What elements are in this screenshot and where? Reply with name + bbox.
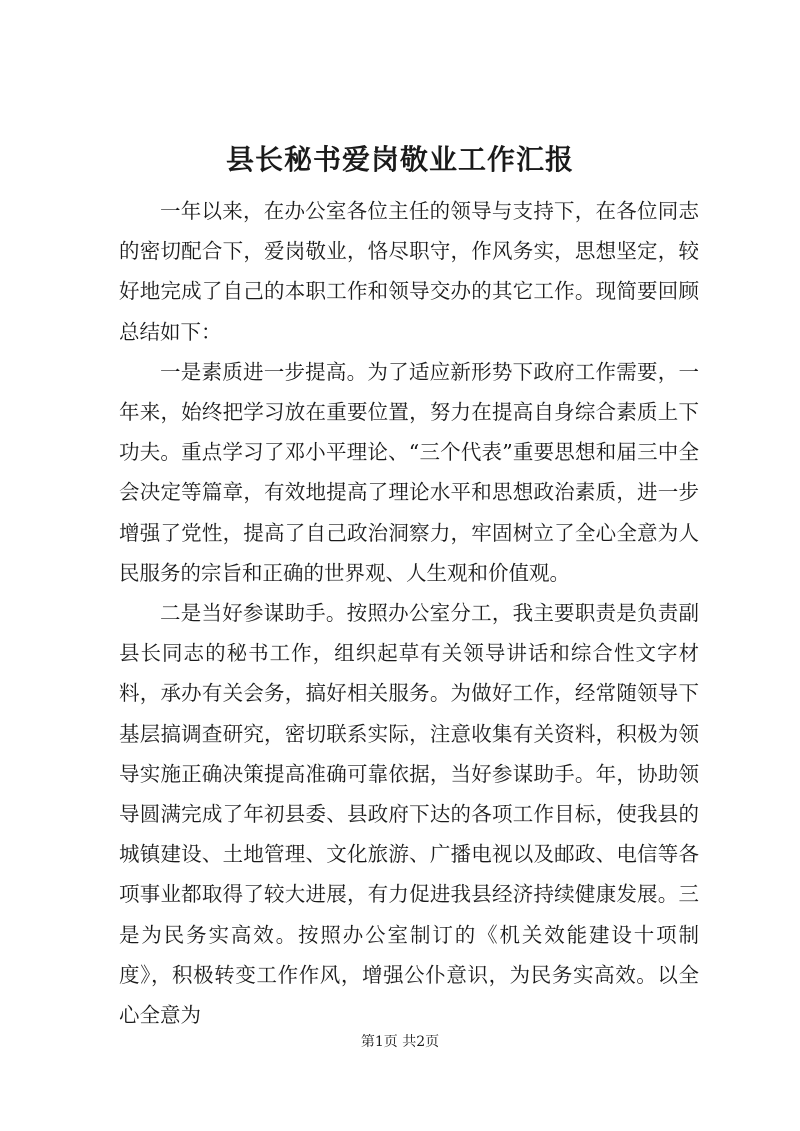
- paragraph-assistant: 二是当好参谋助手。按照办公室分工，我主要职责是负责副县长同志的秘书工作，组织起草有关领导讲话和综合性文字材料，承办有关会务，搞好相关服务。为做好工作，经常随领导下基层搞调查研究，密切联系实际，注意收集有关资料，积极为领导实施正确决策提高准确可靠依据，当好参谋助手。年，协助领导圆满完成了年初县委、县政府下达的各项工作目标，使我县的城镇建设、土地管理、文化旅游、广播电视以及邮政、电信等各项事业都取得了较大进展，有力促进我县经济持续健康发展。三是为民务实高效。按照办公室制订的《机关效能建设十项制度》，积极转变工作作风，增强公仆意识，为民务实高效。以全心全意为: [119, 601, 699, 1028]
- document-title: 县长秘书爱岗敬业工作汇报: [225, 143, 574, 176]
- paragraph-intro: 一年以来，在办公室各位主任的领导与支持下，在各位同志的密切配合下，爱岗敬业，恪尽职守，作风务实，思想坚定，较好地完成了自己的本职工作和领导交办的其它工作。现简要回顾总结如下：: [119, 199, 699, 344]
- document-body: [119, 191, 699, 1035]
- paragraph-quality: 一是素质进一步提高。为了适应新形势下政府工作需要，一年来，始终把学习放在重要位置，努力在提高自身综合素质上下功夫。重点学习了邓小平理论、“三个代表”重要思想和届三中全会决定等篇章，有效地提高了理论水平和思想政治素质，进一步增强了党性，提高了自己政治洞察力，牢固树立了全心全意为人民服务的宗旨和正确的世界观、人生观和价值观。: [119, 359, 699, 585]
- page-footer: 第1页 共2页: [360, 1034, 440, 1050]
